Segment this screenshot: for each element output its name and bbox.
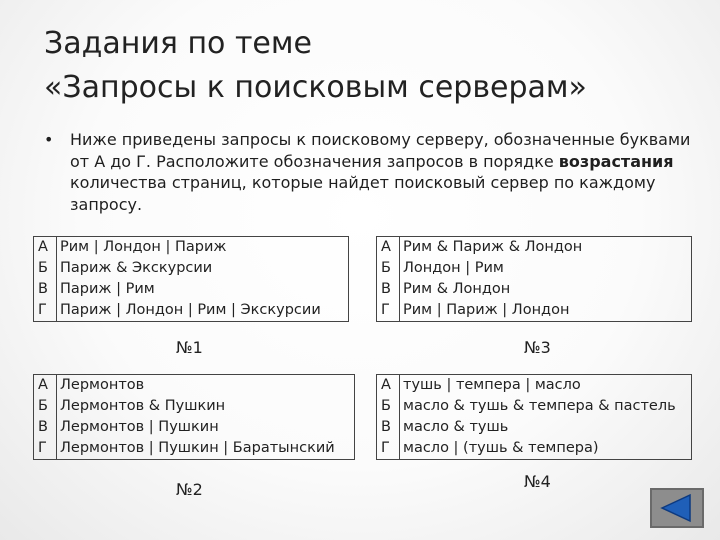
task-3-label: №3 bbox=[524, 338, 551, 357]
task-4-table bbox=[376, 374, 692, 460]
task-1-table bbox=[33, 236, 349, 322]
table-row bbox=[34, 438, 355, 460]
row-query: Лермонтов | Пушкин | Баратынский bbox=[57, 438, 355, 460]
instruction-bullet bbox=[44, 129, 694, 215]
table-row bbox=[377, 396, 692, 417]
table-row bbox=[34, 396, 355, 417]
row-letter: А bbox=[34, 237, 57, 259]
task-2-table bbox=[33, 374, 355, 460]
instruction-text-end: количества страниц, которые найдет поисковый сервер по каждому запросу. bbox=[70, 173, 656, 214]
row-letter: В bbox=[377, 279, 400, 300]
table-row bbox=[34, 258, 349, 279]
table-row bbox=[377, 300, 692, 322]
instruction-text-start: Ниже приведены запросы к поисковому серверу, обозначенные буквами от А до Г. Расположите обозначения запросов в порядке bbox=[70, 130, 691, 171]
table-row bbox=[377, 417, 692, 438]
table-row bbox=[377, 258, 692, 279]
row-letter: Г bbox=[377, 300, 400, 322]
row-query: Рим & Лондон bbox=[400, 279, 692, 300]
bullet-icon: • bbox=[44, 130, 54, 149]
task-1-label: №1 bbox=[176, 338, 203, 357]
row-query: Рим | Париж | Лондон bbox=[400, 300, 692, 322]
row-query: Париж | Рим bbox=[57, 279, 349, 300]
row-letter: В bbox=[377, 417, 400, 438]
back-button[interactable] bbox=[650, 488, 704, 528]
task-4-label: №4 bbox=[524, 472, 551, 491]
row-query: масло & тушь bbox=[400, 417, 692, 438]
row-letter: А bbox=[34, 375, 57, 397]
title-line-1: Задания по теме bbox=[44, 26, 312, 61]
row-letter: Б bbox=[377, 258, 400, 279]
table-row bbox=[377, 279, 692, 300]
table-row bbox=[377, 237, 692, 259]
row-query: Лермонтов bbox=[57, 375, 355, 397]
row-query: тушь | темпера | масло bbox=[400, 375, 692, 397]
table-row bbox=[34, 279, 349, 300]
row-query: Рим | Лондон | Париж bbox=[57, 237, 349, 259]
title-line-2: «Запросы к поисковым серверам» bbox=[44, 70, 587, 105]
table-row bbox=[377, 438, 692, 460]
row-query: Рим & Париж & Лондон bbox=[400, 237, 692, 259]
slide-title bbox=[44, 22, 704, 110]
row-letter: В bbox=[34, 417, 57, 438]
row-letter: А bbox=[377, 237, 400, 259]
table-row bbox=[377, 375, 692, 397]
row-query: Лондон | Рим bbox=[400, 258, 692, 279]
row-letter: Г bbox=[34, 438, 57, 460]
instruction-bold-word: возрастания bbox=[558, 151, 674, 171]
task-3-table bbox=[376, 236, 692, 322]
table-row bbox=[34, 237, 349, 259]
back-arrow-icon bbox=[652, 490, 702, 526]
row-letter: Б bbox=[34, 258, 57, 279]
instruction-text bbox=[70, 129, 694, 215]
row-query: Лермонтов | Пушкин bbox=[57, 417, 355, 438]
row-letter: В bbox=[34, 279, 57, 300]
table-row bbox=[34, 417, 355, 438]
task-2-label: №2 bbox=[176, 480, 203, 499]
table-row bbox=[34, 300, 349, 322]
row-query: Париж | Лондон | Рим | Экскурсии bbox=[57, 300, 349, 322]
row-query: Париж & Экскурсии bbox=[57, 258, 349, 279]
row-letter: Г bbox=[34, 300, 57, 322]
row-query: Лермонтов & Пушкин bbox=[57, 396, 355, 417]
row-letter: Г bbox=[377, 438, 400, 460]
row-letter: Б bbox=[34, 396, 57, 417]
row-query: масло | (тушь & темпера) bbox=[400, 438, 692, 460]
row-letter: А bbox=[377, 375, 400, 397]
row-query: масло & тушь & темпера & пастель bbox=[400, 396, 692, 417]
row-letter: Б bbox=[377, 396, 400, 417]
table-row bbox=[34, 375, 355, 397]
